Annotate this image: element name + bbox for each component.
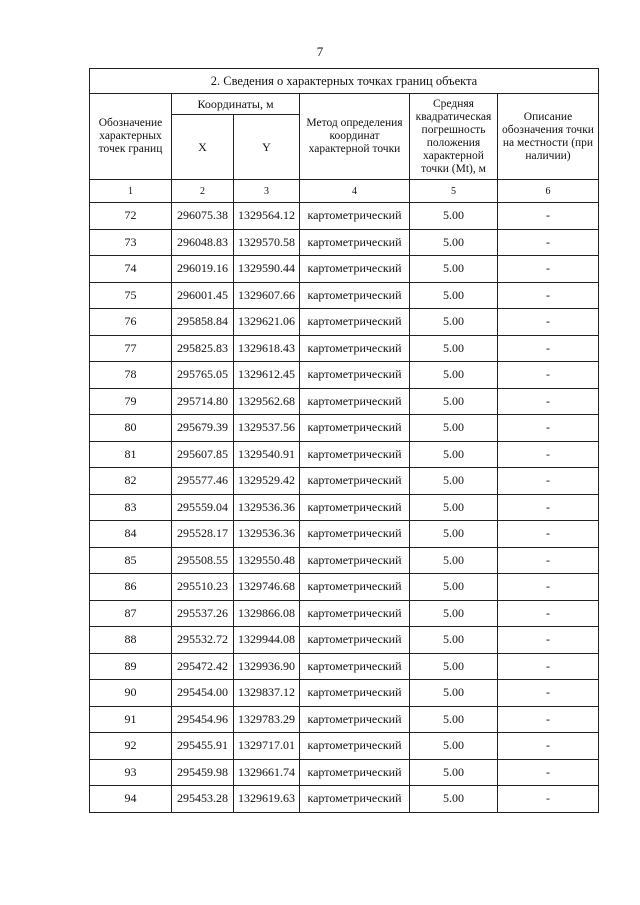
error-cell: 5.00 — [410, 309, 498, 336]
y-cell: 1329837.12 — [234, 680, 300, 707]
x-cell: 295559.04 — [172, 494, 234, 521]
table-row — [90, 547, 599, 574]
point-cell: 76 — [90, 309, 172, 336]
y-cell: 1329936.90 — [234, 653, 300, 680]
x-cell: 296075.38 — [172, 203, 234, 230]
column-number: 4 — [300, 180, 410, 203]
description-cell: - — [498, 468, 599, 495]
table-row — [90, 415, 599, 442]
header-row — [90, 94, 599, 115]
error-cell: 5.00 — [410, 733, 498, 760]
error-cell: 5.00 — [410, 388, 498, 415]
method-cell: картометрический — [300, 653, 410, 680]
method-cell: картометрический — [300, 627, 410, 654]
error-cell: 5.00 — [410, 335, 498, 362]
x-cell: 296001.45 — [172, 282, 234, 309]
page-number: 7 — [316, 44, 324, 59]
point-cell: 87 — [90, 600, 172, 627]
point-cell: 85 — [90, 547, 172, 574]
point-cell: 72 — [90, 203, 172, 230]
description-cell: - — [498, 521, 599, 548]
column-number: 2 — [172, 180, 234, 203]
y-cell: 1329550.48 — [234, 547, 300, 574]
table-row — [90, 706, 599, 733]
error-cell: 5.00 — [410, 600, 498, 627]
description-cell: - — [498, 309, 599, 336]
x-cell: 295858.84 — [172, 309, 234, 336]
x-cell: 295454.00 — [172, 680, 234, 707]
table-row — [90, 468, 599, 495]
table-row — [90, 494, 599, 521]
error-cell: 5.00 — [410, 494, 498, 521]
column-number: 3 — [234, 180, 300, 203]
x-cell: 295528.17 — [172, 521, 234, 548]
description-cell: - — [498, 574, 599, 601]
y-cell: 1329564.12 — [234, 203, 300, 230]
method-cell: картометрический — [300, 229, 410, 256]
description-cell: - — [498, 415, 599, 442]
y-cell: 1329529.42 — [234, 468, 300, 495]
y-cell: 1329621.06 — [234, 309, 300, 336]
description-cell: - — [498, 627, 599, 654]
table-row — [90, 256, 599, 283]
y-cell: 1329866.08 — [234, 600, 300, 627]
table-row — [90, 653, 599, 680]
description-cell: - — [498, 203, 599, 230]
x-cell: 296048.83 — [172, 229, 234, 256]
error-cell: 5.00 — [410, 415, 498, 442]
error-cell: 5.00 — [410, 653, 498, 680]
x-cell: 295455.91 — [172, 733, 234, 760]
y-cell: 1329536.36 — [234, 494, 300, 521]
point-cell: 82 — [90, 468, 172, 495]
table-row — [90, 388, 599, 415]
y-cell: 1329783.29 — [234, 706, 300, 733]
point-cell: 74 — [90, 256, 172, 283]
error-cell: 5.00 — [410, 282, 498, 309]
error-cell: 5.00 — [410, 362, 498, 389]
table-row — [90, 733, 599, 760]
description-cell: - — [498, 706, 599, 733]
error-cell: 5.00 — [410, 706, 498, 733]
description-cell: - — [498, 600, 599, 627]
y-cell: 1329746.68 — [234, 574, 300, 601]
method-cell: картометрический — [300, 203, 410, 230]
method-cell: картометрический — [300, 256, 410, 283]
error-cell: 5.00 — [410, 203, 498, 230]
y-cell: 1329570.58 — [234, 229, 300, 256]
point-cell: 88 — [90, 627, 172, 654]
column-number: 6 — [498, 180, 599, 203]
column-number: 1 — [90, 180, 172, 203]
y-cell: 1329661.74 — [234, 759, 300, 786]
x-cell: 295459.98 — [172, 759, 234, 786]
description-cell: - — [498, 282, 599, 309]
x-cell: 295537.26 — [172, 600, 234, 627]
x-cell: 295508.55 — [172, 547, 234, 574]
method-cell: картометрический — [300, 733, 410, 760]
boundary-points-table — [89, 68, 599, 813]
table-row — [90, 759, 599, 786]
x-cell: 295607.85 — [172, 441, 234, 468]
point-cell: 75 — [90, 282, 172, 309]
method-cell: картометрический — [300, 309, 410, 336]
description-cell: - — [498, 680, 599, 707]
error-cell: 5.00 — [410, 547, 498, 574]
header-error: Средняя квадратическая погрешность положения характерной точки (Mt), м — [410, 94, 498, 180]
table-row — [90, 335, 599, 362]
description-cell: - — [498, 335, 599, 362]
description-cell: - — [498, 547, 599, 574]
method-cell: картометрический — [300, 415, 410, 442]
method-cell: картометрический — [300, 547, 410, 574]
error-cell: 5.00 — [410, 441, 498, 468]
error-cell: 5.00 — [410, 680, 498, 707]
point-cell: 80 — [90, 415, 172, 442]
method-cell: картометрический — [300, 600, 410, 627]
y-cell: 1329607.66 — [234, 282, 300, 309]
point-cell: 84 — [90, 521, 172, 548]
header-point: Обозначение характерных точек границ — [90, 94, 172, 180]
method-cell: картометрический — [300, 335, 410, 362]
y-cell: 1329590.44 — [234, 256, 300, 283]
error-cell: 5.00 — [410, 759, 498, 786]
description-cell: - — [498, 653, 599, 680]
description-cell: - — [498, 759, 599, 786]
section-title: 2. Сведения о характерных точках границ объекта — [90, 69, 599, 94]
y-cell: 1329619.63 — [234, 786, 300, 813]
error-cell: 5.00 — [410, 521, 498, 548]
x-cell: 295532.72 — [172, 627, 234, 654]
x-cell: 295765.05 — [172, 362, 234, 389]
x-cell: 296019.16 — [172, 256, 234, 283]
y-cell: 1329612.45 — [234, 362, 300, 389]
table-row — [90, 680, 599, 707]
x-cell: 295453.28 — [172, 786, 234, 813]
method-cell: картометрический — [300, 521, 410, 548]
error-cell: 5.00 — [410, 786, 498, 813]
point-cell: 92 — [90, 733, 172, 760]
table-row — [90, 229, 599, 256]
header-coordinates: Координаты, м — [172, 94, 300, 115]
table-row — [90, 441, 599, 468]
header-y: Y — [234, 115, 300, 180]
error-cell: 5.00 — [410, 229, 498, 256]
method-cell: картометрический — [300, 680, 410, 707]
x-cell: 295714.80 — [172, 388, 234, 415]
table-body — [90, 203, 599, 813]
column-number: 5 — [410, 180, 498, 203]
point-cell: 77 — [90, 335, 172, 362]
point-cell: 73 — [90, 229, 172, 256]
method-cell: картометрический — [300, 706, 410, 733]
point-cell: 91 — [90, 706, 172, 733]
y-cell: 1329944.08 — [234, 627, 300, 654]
point-cell: 81 — [90, 441, 172, 468]
header-description: Описание обозначения точки на местности (при наличии) — [498, 94, 599, 180]
table-row — [90, 282, 599, 309]
description-cell: - — [498, 256, 599, 283]
table-row — [90, 600, 599, 627]
column-number-row — [90, 180, 599, 203]
point-cell: 83 — [90, 494, 172, 521]
description-cell: - — [498, 388, 599, 415]
y-cell: 1329618.43 — [234, 335, 300, 362]
point-cell: 94 — [90, 786, 172, 813]
error-cell: 5.00 — [410, 627, 498, 654]
description-cell: - — [498, 733, 599, 760]
table-row — [90, 362, 599, 389]
header-x: X — [172, 115, 234, 180]
description-cell: - — [498, 229, 599, 256]
y-cell: 1329536.36 — [234, 521, 300, 548]
x-cell: 295825.83 — [172, 335, 234, 362]
description-cell: - — [498, 362, 599, 389]
error-cell: 5.00 — [410, 256, 498, 283]
method-cell: картометрический — [300, 441, 410, 468]
y-cell: 1329562.68 — [234, 388, 300, 415]
header-method: Метод определения координат характерной точки — [300, 94, 410, 180]
y-cell: 1329540.91 — [234, 441, 300, 468]
y-cell: 1329537.56 — [234, 415, 300, 442]
description-cell: - — [498, 494, 599, 521]
x-cell: 295472.42 — [172, 653, 234, 680]
error-cell: 5.00 — [410, 574, 498, 601]
table-row — [90, 309, 599, 336]
table-row — [90, 627, 599, 654]
point-cell: 90 — [90, 680, 172, 707]
y-cell: 1329717.01 — [234, 733, 300, 760]
method-cell: картометрический — [300, 786, 410, 813]
table-row — [90, 203, 599, 230]
method-cell: картометрический — [300, 388, 410, 415]
method-cell: картометрический — [300, 494, 410, 521]
point-cell: 79 — [90, 388, 172, 415]
x-cell: 295679.39 — [172, 415, 234, 442]
method-cell: картометрический — [300, 468, 410, 495]
description-cell: - — [498, 441, 599, 468]
error-cell: 5.00 — [410, 468, 498, 495]
x-cell: 295577.46 — [172, 468, 234, 495]
method-cell: картометрический — [300, 759, 410, 786]
table-row — [90, 786, 599, 813]
x-cell: 295454.96 — [172, 706, 234, 733]
method-cell: картометрический — [300, 362, 410, 389]
section-title-row — [90, 69, 599, 94]
point-cell: 93 — [90, 759, 172, 786]
description-cell: - — [498, 786, 599, 813]
method-cell: картометрический — [300, 574, 410, 601]
table-row — [90, 574, 599, 601]
method-cell: картометрический — [300, 282, 410, 309]
x-cell: 295510.23 — [172, 574, 234, 601]
point-cell: 89 — [90, 653, 172, 680]
point-cell: 86 — [90, 574, 172, 601]
table-row — [90, 521, 599, 548]
point-cell: 78 — [90, 362, 172, 389]
